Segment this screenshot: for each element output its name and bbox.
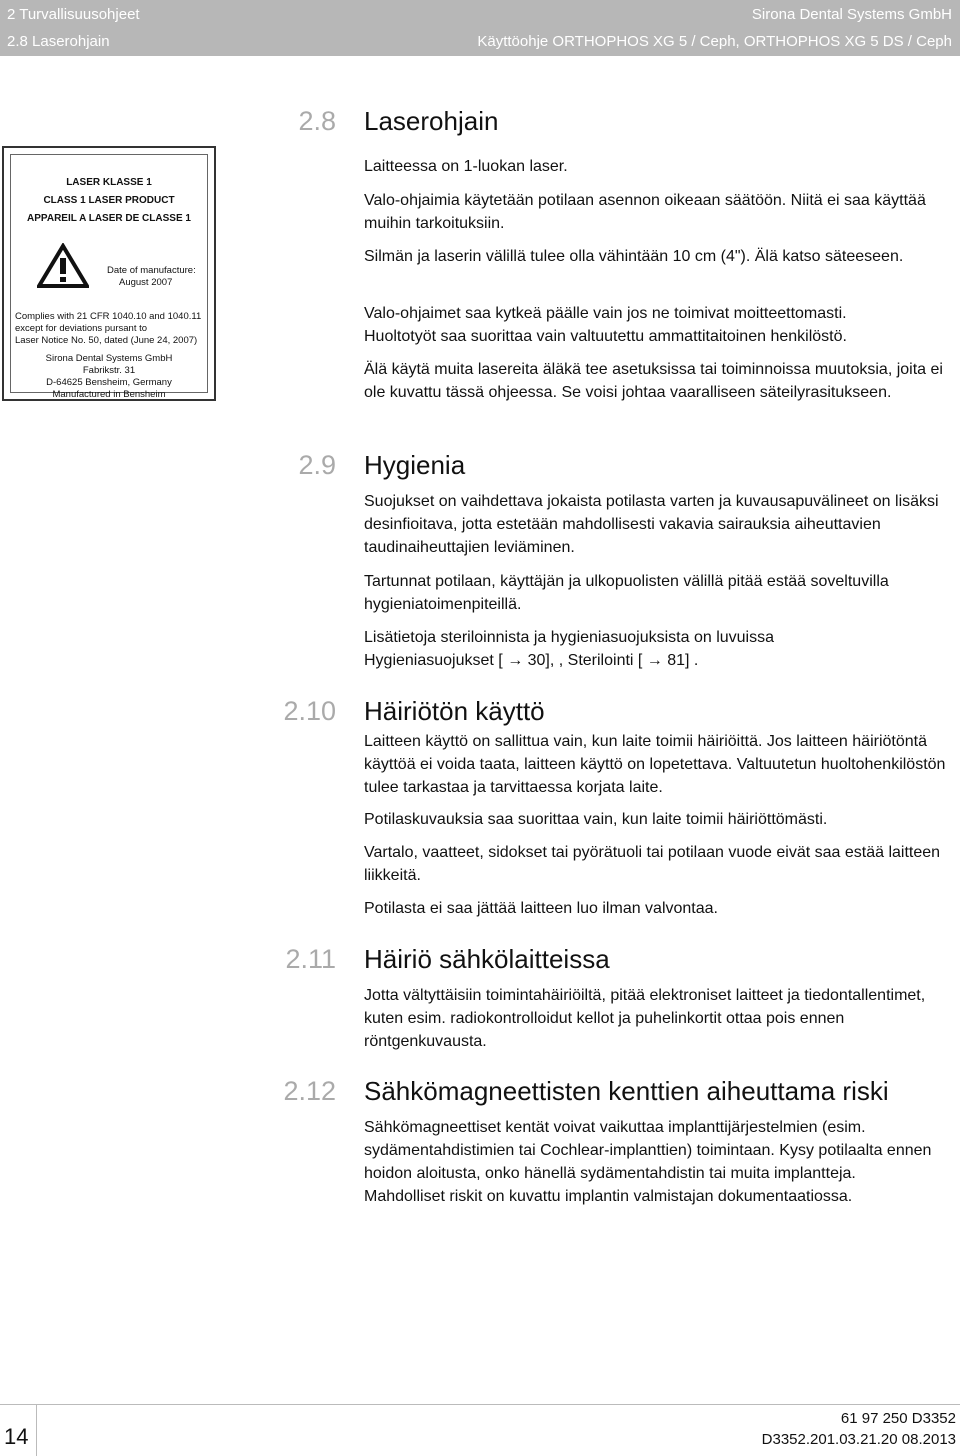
text: Laitteen käyttö on sallittua vain, kun laite toimii häiriöittä. Jos laitteen häiriötöntä käyttöä ei voida taata, laitteen käyttö on lopetettava. Valtuutetun huoltohenkilöstön tulee tarkastaa ja tarvittaessa korjata laite. [364,733,946,796]
paragraph [364,808,958,831]
footer-divider [0,1404,960,1405]
paragraph [364,897,958,920]
paragraph [364,984,958,1053]
page-header [0,0,960,56]
paragraph [364,730,958,799]
label-line-3: APPAREIL A LASER DE CLASSE 1 [27,213,191,224]
text: Potilaskuvauksia saa suorittaa vain, kun laite toimii häiriöttömästi. [364,811,828,828]
section-number-2-10: 2.10 [283,696,336,726]
paragraph [364,1116,958,1208]
section-title-laser: Laserohjain [364,106,499,136]
cross-reference-links[interactable]: Hygieniasuojukset [ → 30], , Sterilointi [ → 81] . [364,652,699,669]
section-number-2-9: 2.9 [298,450,336,480]
section-title-emf-risk: Sähkömagneettisten kenttien aiheuttama riski [364,1076,889,1106]
label-address-1: Sirona Dental Systems GmbH [45,353,173,364]
paragraph [364,358,958,404]
header-chapter: 2 Turvallisuusohjeet [7,6,140,23]
label-compliance-1: Complies with 21 CFR 1040.10 and 1040.11 [15,311,202,322]
paragraph [364,245,958,268]
label-address-4: Manufactured in Bensheim [52,389,166,400]
paragraph [364,490,958,559]
label-compliance-2: except for deviations pursant to [15,323,148,334]
section-number-2-11: 2.11 [285,944,336,974]
footer-doc-code: D3352.201.03.21.20 08.2013 [761,1431,956,1448]
text: Sähkömagneettiset kentät voivat vaikuttaa implanttijärjestelmien (esim. sydämentahdistimien tai Cochlear-implanttien) toimintaan. Kysy potilaalta ennen hoidon aloitusta, onko hänellä sydämentahdistin tai muita implantteja. [364,1119,932,1182]
text: Suojukset on vaihdettava jokaista potilasta varten ja kuvausapuvälineet on lisäksi desinfioitava, jotta estetään mahdollisesti vakavia sairauksia aiheuttavien taudinaiheuttajien leviäminen. [364,493,939,556]
text: Jotta vältyttäisiin toimintahäiriöiltä, pitää elektroniset laitteet ja tiedontallentimet, kuten esim. radiokontrolloidut kellot ja puhelinkortit ottaa pois ennen röntgenkuvausta. [364,987,926,1050]
section-title-interference: Häiriö sähkölaitteissa [364,944,610,974]
text: Älä käytä muita lasereita äläkä tee asetuksissa tai toiminnoissa muutoksia, joita ei ole kuvattu tässä ohjeessa. Se voisi johtaa vaaralliseen säteilyrasitukseen. [364,361,943,401]
label-compliance-3: Laser Notice No. 50, dated (June 24, 2007) [15,335,198,346]
laser-warning-label [2,146,216,401]
text: Valo-ohjaimet saa kytkeä päälle vain jos ne toimivat moitteettomasti. [364,305,847,322]
paragraph [364,626,958,672]
header-company: Sirona Dental Systems GmbH [751,6,952,23]
text: Silmän ja laserin välillä tulee olla vähintään 10 cm (4"). Älä katso säteeseen. [364,248,904,265]
paragraph [364,841,958,887]
text: Lisätietoja steriloinnista ja hygieniasuojuksista on luvuissa [364,629,775,646]
section-number-2-8: 2.8 [298,106,336,136]
paragraph [364,302,958,348]
label-date-label: Date of manufacture: [107,265,196,276]
text: Vartalo, vaatteet, sidokset tai pyörätuoli tai potilaan vuode eivät saa estää laitteen liikkeitä. [364,844,941,884]
label-line-1: LASER KLASSE 1 [66,177,152,188]
section-number-2-12: 2.12 [283,1076,336,1106]
section-title-safe-operation: Häiriötön käyttö [364,696,545,726]
footer-order-number: 61 97 250 D3352 [840,1410,956,1427]
laser-label-inner [10,154,208,400]
label-address-2: Fabrikstr. 31 [82,365,136,376]
section-title-hygiene: Hygienia [364,450,466,480]
label-address-3: D-64625 Bensheim, Germany [46,377,172,388]
label-date-value: August 2007 [119,277,173,288]
page-number: 14 [4,1424,29,1449]
text: Mahdolliset riskit on kuvattu implantin valmistajan dokumentaatiossa. [364,1188,853,1205]
text: Potilasta ei saa jättää laitteen luo ilman valvontaa. [364,900,718,917]
header-section: 2.8 Laserohjain [7,33,110,50]
paragraph [364,189,958,235]
warning-triangle-icon [37,243,89,289]
text: Huoltotyöt saa suorittaa vain valtuutettu ammattitaitoinen henkilöstö. [364,328,847,345]
text: Laitteessa on 1-luokan laser. [364,158,568,175]
label-line-2: CLASS 1 LASER PRODUCT [43,195,175,206]
footer-page-divider [36,1404,37,1456]
paragraph [364,570,958,616]
header-manual: Käyttöohje ORTHOPHOS XG 5 / Ceph, ORTHOPHOS XG 5 DS / Ceph [477,33,952,50]
text: Valo-ohjaimia käytetään potilaan asennon oikeaan säätöön. Niitä ei saa käyttää muihin tarkoituksiin. [364,192,926,232]
paragraph [364,155,958,178]
text: Tartunnat potilaan, käyttäjän ja ulkopuolisten välillä pitää estää soveltuvilla hygieniatoimenpiteillä. [364,573,889,613]
